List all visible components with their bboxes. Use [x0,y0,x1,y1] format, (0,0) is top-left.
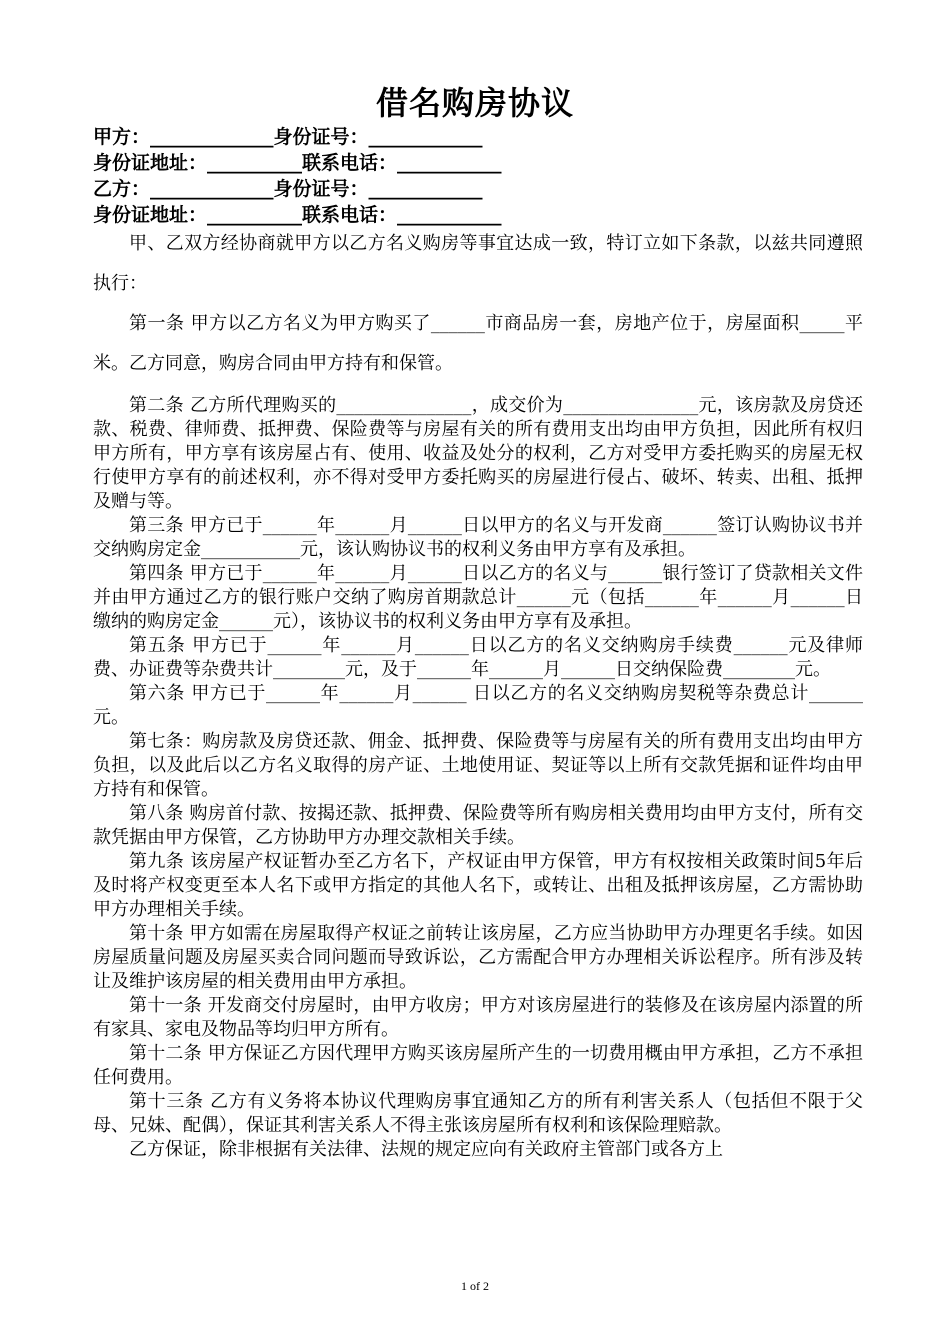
agreement-body [93,224,863,1162]
article-2: 第二条 乙方所代理购买的_______________，成交价为_______________元，该房款及房贷还款、税费、律师费、抵押费、保险费等与房屋有关的所有费用支出均由甲方负担，因此所有权归甲方所有，甲方享有该房屋占有、使用、收益及处分的权利，乙方对受甲方委托购买的房屋无权行使甲方享有的前述权利，亦不得对受甲方委托购买的房屋进行侵占、破坏、转卖、出租、抵押及赠与等。 [93,395,863,512]
article-6: 第六条 甲方已于______年______月______ 日以乙方的名义交纳购房契税等杂费总计______元。 [93,683,863,728]
party-a-address-line: 身份证地址：__________联系电话：___________ [93,152,502,174]
party-a-id-line: 甲方：_____________身份证号：____________ [93,126,483,148]
article-3: 第三条 甲方已于______年______月______日以甲方的名义与开发商______签订认购协议书并交纳购房定金___________元，该认购协议书的权利义务由甲方享有及承担。 [93,515,863,560]
guarantee-paragraph: 乙方保证，除非根据有关法律、法规的规定应向有关政府主管部门或各方上 [129,1139,723,1160]
article-10: 第十条 甲方如需在房屋取得产权证之前转让该房屋，乙方应当协助甲方办理更名手续。如因房屋质量问题及房屋买卖合同问题而导致诉讼，乙方需配合甲方办理相关诉讼程序。所有涉及转让及维护该房屋的相关费用由甲方承担。 [93,923,863,992]
article-9: 第九条 该房屋产权证暂办至乙方名下，产权证由甲方保管，甲方有权按相关政策时间5年后及时将产权变更至本人名下或甲方指定的其他人名下，或转让、出租及抵押该房屋，乙方需协助甲方办理相关手续。 [93,851,863,920]
article-4: 第四条 甲方已于______年______月______日以乙方的名义与______银行签订了贷款相关文件并由甲方通过乙方的银行账户交纳了购房首期款总计______元（包括______年______月______日缴纳的购房定金______元），该协议书的权利义务由甲方享有及承担。 [93,563,863,632]
article-12: 第十二条 甲方保证乙方因代理甲方购买该房屋所产生的一切费用概由甲方承担，乙方不承担任何费用。 [93,1043,863,1088]
article-11: 第十一条 开发商交付房屋时，由甲方收房；甲方对该房屋进行的装修及在该房屋内添置的所有家具、家电及物品等均归甲方所有。 [93,995,863,1040]
article-8: 第八条 购房首付款、按揭还款、抵押费、保险费等所有购房相关费用均由甲方支付，所有交款凭据由甲方保管，乙方协助甲方办理交款相关手续。 [93,803,863,848]
party-b-id-line: 乙方：_____________身份证号：____________ [93,178,483,200]
article-13: 第十三条 乙方有义务将本协议代理购房事宜通知乙方的所有利害关系人（包括但不限于父母、兄妹、配偶），保证其利害关系人不得主张该房屋所有权利和该保险理赔款。 [93,1091,863,1136]
document-title: 借名购房协议 [375,84,574,122]
party-b-address-line: 身份证地址：__________联系电话：___________ [93,204,502,226]
page-indicator: 1 of 2 [461,1279,489,1293]
preamble-paragraph: 甲、乙双方经协商就甲方以乙方名义购房等事宜达成一致，特订立如下条款，以兹共同遵照执行： [93,233,863,294]
article-7: 第七条：购房款及房贷还款、佣金、抵押费、保险费等与房屋有关的所有费用支出均由甲方负担，以及此后以乙方名义取得的房产证、土地使用证、契证等以上所有交款凭据和证件均由甲方持有和保管。 [93,731,863,800]
article-5: 第五条 甲方已于______年______月______日以乙方的名义交纳购房手续费______元及律师费、办证费等杂费共计________元，及于______年______月______日交纳保险费________元。 [93,635,863,680]
article-1: 第一条 甲方以乙方名义为甲方购买了______市商品房一套，房地产位于，房屋面积_____平米。乙方同意，购房合同由甲方持有和保管。 [93,313,863,374]
